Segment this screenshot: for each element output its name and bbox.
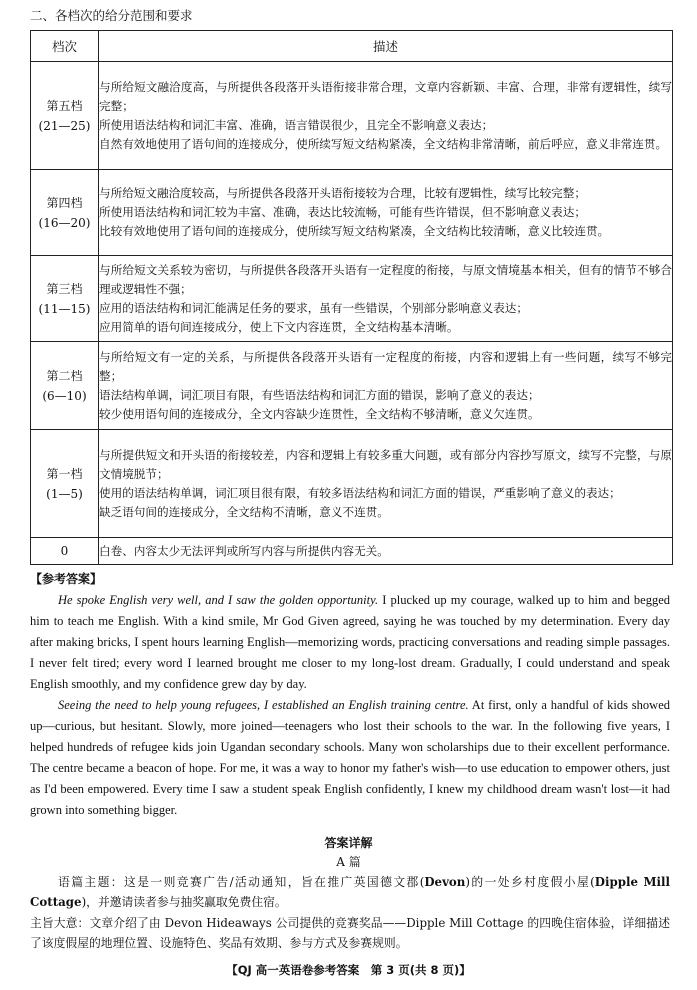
text-theme (30, 872, 670, 912)
description-cell (99, 342, 673, 430)
criterion-line: 较少使用语句间的连接成分，全文内容缺少连贯性，全文结构不够清晰，意义欠连贯。 (99, 406, 540, 421)
table-header-row (31, 31, 673, 62)
level-range: (21—25) (38, 118, 91, 133)
essay-paragraph (30, 695, 670, 821)
criterion-line: 与所给短文融洽度高，与所提供各段落开头语衔接非常合理，文章内容新颖、丰富、合理，非常有逻辑性，续写完整； (99, 79, 672, 113)
criterion-line: 所使用语法结构和词汇较为丰富、准确，表达比较流畅，可能有些许错误，但不影响意义表达； (99, 205, 586, 219)
description-cell (99, 430, 673, 538)
level-name: 第五档 (46, 98, 83, 113)
explanation-title: 答案详解 (324, 836, 373, 850)
level-range: (1—5) (46, 486, 83, 501)
description-cell (99, 538, 673, 565)
criterion-line: 所使用语法结构和词汇丰富、准确，语言错误很少，且完全不影响意义表达； (99, 117, 494, 132)
table-row (31, 256, 673, 342)
level-cell (31, 62, 99, 170)
level-range: (16—20) (38, 215, 91, 230)
level-range: (6—10) (42, 388, 87, 403)
description-cell (99, 256, 673, 342)
level-cell (31, 342, 99, 430)
table-row (31, 62, 673, 170)
criterion-line: 与所给短文融洽度较高，与所提供各段落开头语衔接较为合理，比较有逻辑性，续写比较完整； (99, 186, 586, 200)
level-name: 第二档 (46, 368, 83, 383)
essay-paragraph (30, 590, 670, 695)
paragraph-body: At first, only a handful of kids showed up—curious, but hesitant. Slowly, more joined—teenagers who lost their schools to the war. In the following five years, I helped hundreds of refugee kids join Ugandan secondary schools. Many won scholarships due to their excellent performance. The centre became a beacon of hope. For me, it was a way to honor my father's wish—to use education to empower others, just as I'd been empowered. Every time I saw a student speak English confidently, I knew my childhood dream wasn't lost—it had grown into something bigger. (30, 698, 670, 817)
grading-table (30, 30, 673, 565)
table-row (31, 430, 673, 538)
criterion-line: 使用的语法结构单调，词汇项目很有限，有较多语法结构和词汇方面的错误，严重影响了意义的表达； (99, 485, 621, 500)
level-cell (31, 538, 99, 565)
header-description: 描述 (99, 31, 673, 62)
description-cell (99, 170, 673, 256)
section-heading: 二、各档次的给分范围和要求 (30, 8, 193, 23)
theme-text: 语篇主题：这是一则竞赛广告/活动通知，旨在推广英国德文郡( (58, 875, 425, 889)
criterion-line: 与所给短文关系较为密切，与所提供各段落开头语有一定程度的衔接，与原文情境基本相关，但有的情节不够合理或逻辑性不强； (99, 262, 672, 296)
theme-text: )的一处乡村度假小屋( (465, 875, 595, 889)
criterion-line: 与所提供短文和开头语的衔接较差，内容和逻辑上有较多重大问题，或有部分内容抄写原文，续写不完整，与原文情境脱节； (99, 447, 672, 481)
level-name: 第四档 (46, 195, 83, 210)
passage-title: A 篇 (336, 855, 361, 869)
table-row (31, 342, 673, 430)
header-level: 档次 (31, 31, 99, 62)
criterion-line: 比较有效地使用了语句间的连接成分，使所续写短文结构紧凑，全文结构比较清晰，意义比较连贯。 (99, 224, 610, 238)
level-name: 第一档 (46, 466, 83, 481)
level-cell (31, 256, 99, 342)
theme-text: )，并邀请读者参与抽奖赢取免费住宿。 (81, 895, 287, 909)
criterion-line: 应用的语法结构和词汇能满足任务的要求，虽有一些错误，个别部分影响意义表达； (99, 300, 528, 315)
criterion-line: 应用简单的语句间连接成分，使上下文内容连贯，全文结构基本清晰。 (99, 319, 459, 334)
level-range: (11—15) (38, 301, 91, 316)
theme-cottage-name: Dipple Mill Cottage (30, 875, 670, 909)
level-cell (31, 430, 99, 538)
level-name: 第三档 (46, 281, 83, 296)
criterion-line: 缺乏语句间的连接成分，全文结构不清晰，意义不连贯。 (99, 504, 389, 519)
main-idea: 主旨大意：文章介绍了由 Devon Hideaways 公司提供的竞赛奖品——Dipple Mill Cottage 的四晚住宿体验，详细描述了该度假屋的地理位置、设施特色、奖品有效期、参与方式及参赛规则。 (30, 916, 670, 950)
description-cell (99, 62, 673, 170)
answer-heading: 【参考答案】 (30, 572, 103, 586)
level-cell (31, 170, 99, 256)
table-row (31, 538, 673, 565)
level-name: 0 (60, 544, 69, 558)
criterion-line: 语法结构单调，词汇项目有限，有些语法结构和词汇方面的错误，影响了意义的表达； (99, 387, 540, 402)
criterion-line: 自然有效地使用了语句间的连接成分，使所续写短文结构紧凑，全文结构非常清晰，前后呼应，意义非常连贯。 (99, 136, 668, 151)
paragraph-opening: Seeing the need to help young refugees, I established an English training centre. (58, 698, 469, 712)
reference-essay (30, 590, 670, 821)
criterion-line: 白卷、内容太少无法评判或所写内容与所提供内容无关。 (99, 543, 389, 558)
theme-place-name: Devon (424, 875, 466, 889)
paragraph-body: I plucked up my courage, walked up to him and begged him to teach me English. With a kind smile, Mr God Given agreed, saying he was touched by my determination. Every day after making bricks, I spent hours learning English—memorizing words, practicing conversations and reading simple passages. I never felt tired; every word I learned brought me closer to my long-lost dream. Gradually, I could understand and speak English smoothly, and my confidence grew day by day. (30, 593, 671, 691)
table-row (31, 170, 673, 256)
criterion-line: 与所给短文有一定的关系，与所提供各段落开头语有一定程度的衔接，内容和逻辑上有一些问题，续写不够完整； (99, 349, 672, 383)
paragraph-opening: He spoke English very well, and I saw the golden opportunity. (58, 593, 379, 607)
page-footer: 【QJ 高一英语卷参考答案 第 3 页(共 8 页)】 (226, 963, 471, 977)
